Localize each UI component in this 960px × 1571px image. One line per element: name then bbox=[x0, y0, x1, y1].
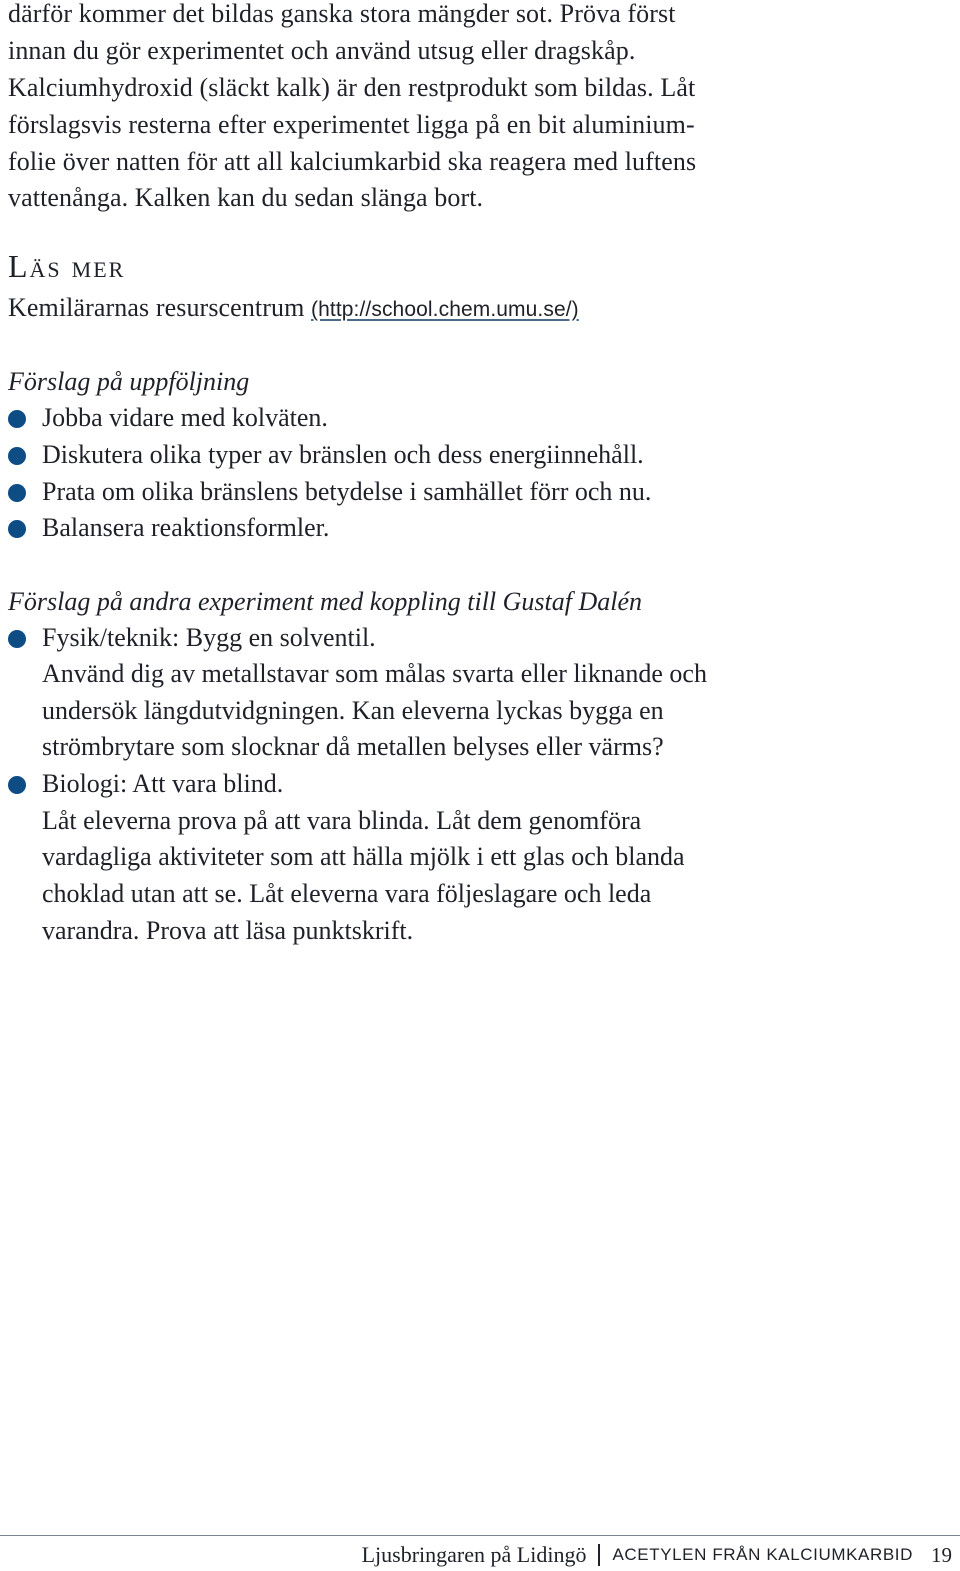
resource-link[interactable]: (http://school.chem.umu.se/) bbox=[311, 298, 579, 321]
source-name: Kemilärarnas resurscentrum bbox=[8, 293, 305, 322]
list-item-text: Låt eleverna prova på att vara blinda. Låt dem genomföra bbox=[42, 806, 642, 835]
page-footer bbox=[362, 1541, 952, 1569]
list-item: Diskutera olika typer av bränslen och dess energiinnehåll. bbox=[42, 440, 644, 469]
list-item-text: vardagliga aktiviteter som att hälla mjölk i ett glas och blanda bbox=[42, 842, 685, 871]
footer-chapter-title: ACETYLEN FRÅN KALCIUMKARBID bbox=[612, 1545, 913, 1564]
bullet-dot-icon bbox=[8, 630, 26, 648]
read-more-source bbox=[8, 290, 579, 328]
bullet-dot-icon bbox=[8, 520, 26, 538]
bullet-dot-icon bbox=[8, 776, 26, 794]
footer-separator bbox=[598, 1544, 600, 1566]
list-item-text: undersök längdutvidgningen. Kan eleverna lyckas bygga en bbox=[42, 696, 664, 725]
list-item-text: strömbrytare som slocknar då metallen belyses eller värms? bbox=[42, 732, 664, 761]
bullet-dot-icon bbox=[8, 410, 26, 428]
list-item: Balansera reaktionsformler. bbox=[42, 513, 330, 542]
footer-book-title: Ljusbringaren på Lidingö bbox=[361, 1542, 587, 1567]
paragraph-line: innan du gör experimentet och använd utsug eller dragskåp. bbox=[8, 36, 636, 65]
list-item-text: varandra. Prova att läsa punktskrift. bbox=[42, 916, 414, 945]
paragraph-line: Kalciumhydroxid (släckt kalk) är den restprodukt som bildas. Låt bbox=[8, 73, 696, 102]
read-more-heading: Läs mer bbox=[8, 248, 126, 284]
paragraph-line: förslagsvis resterna efter experimentet ligga på en bit aluminium- bbox=[8, 110, 695, 139]
list-item-label: Fysik/teknik: Bygg en solventil. bbox=[42, 623, 376, 652]
paragraph-line: vattenånga. Kalken kan du sedan slänga bort. bbox=[8, 183, 484, 212]
other-experiments-heading: Förslag på andra experiment med koppling till Gustaf Dalén bbox=[8, 587, 643, 616]
paragraph-line: folie över natten för att all kalciumkarbid ska reagera med luftens bbox=[8, 147, 697, 176]
list-item-text: Använd dig av metallstavar som målas svarta eller liknande och bbox=[42, 659, 707, 688]
page-number: 19 bbox=[931, 1542, 952, 1567]
bullet-dot-icon bbox=[8, 484, 26, 502]
list-item: Jobba vidare med kolväten. bbox=[42, 403, 328, 432]
list-item: Prata om olika bränslens betydelse i samhället förr och nu. bbox=[42, 477, 652, 506]
list-item-label: Biologi: Att vara blind. bbox=[42, 769, 284, 798]
bullet-dot-icon bbox=[8, 447, 26, 465]
list-item-text: choklad utan att se. Låt eleverna vara följeslagare och leda bbox=[42, 879, 652, 908]
followup-heading: Förslag på uppföljning bbox=[8, 367, 250, 396]
footer-divider bbox=[0, 1535, 960, 1536]
paragraph-line: därför kommer det bildas ganska stora mängder sot. Pröva först bbox=[8, 0, 676, 28]
